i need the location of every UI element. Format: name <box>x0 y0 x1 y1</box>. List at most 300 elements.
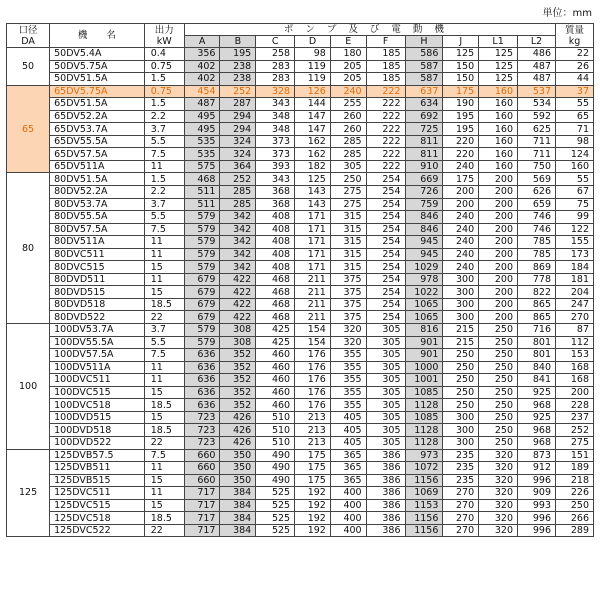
dim-cell-h: 901 <box>405 349 443 362</box>
model-cell: 80DV53.7A <box>50 198 145 211</box>
dim-cell-j: 250 <box>443 349 479 362</box>
dim-cell-b: 384 <box>220 524 256 537</box>
power-cell: 22 <box>144 524 184 537</box>
model-cell: 50DV51.5A <box>50 73 145 86</box>
dim-cell-b: 350 <box>220 462 256 475</box>
dim-cell-f: 185 <box>366 60 405 73</box>
dim-cell-d: 171 <box>295 261 331 274</box>
table-row <box>7 462 594 475</box>
dim-cell-d: 98 <box>295 48 331 61</box>
dim-cell-b: 308 <box>220 336 256 349</box>
dim-cell-l2: 746 <box>518 223 556 236</box>
model-cell: 80DVC511 <box>50 248 145 261</box>
dim-cell-a: 717 <box>184 487 220 500</box>
dim-cell-h: 978 <box>405 273 443 286</box>
dim-cell-l2: 925 <box>518 411 556 424</box>
mass-cell: 189 <box>556 462 594 475</box>
power-cell: 15 <box>144 261 184 274</box>
dim-cell-d: 125 <box>295 173 331 186</box>
dim-cell-j: 250 <box>443 361 479 374</box>
dim-cell-l1: 200 <box>479 223 518 236</box>
power-cell: 11 <box>144 462 184 475</box>
dim-cell-a: 402 <box>184 60 220 73</box>
dim-cell-j: 240 <box>443 223 479 236</box>
dim-cell-b: 426 <box>220 436 256 449</box>
dim-cell-l2: 534 <box>518 98 556 111</box>
model-cell: 50DV5.4A <box>50 48 145 61</box>
dim-cell-d: 213 <box>295 436 331 449</box>
dim-cell-e: 375 <box>330 273 366 286</box>
dim-cell-f: 305 <box>366 349 405 362</box>
table-row <box>7 298 594 311</box>
dim-cell-d: 144 <box>295 98 331 111</box>
mass-cell: 247 <box>556 298 594 311</box>
dim-cell-b: 426 <box>220 411 256 424</box>
dim-cell-c: 348 <box>256 123 295 136</box>
dim-cell-d: 192 <box>295 512 331 525</box>
dim-cell-d: 176 <box>295 361 331 374</box>
dim-cell-h: 1001 <box>405 374 443 387</box>
mass-cell: 26 <box>556 60 594 73</box>
dim-cell-l1: 200 <box>479 261 518 274</box>
dim-cell-d: 211 <box>295 311 331 324</box>
dim-cell-l1: 250 <box>479 374 518 387</box>
dim-cell-e: 400 <box>330 524 366 537</box>
dim-cell-c: 510 <box>256 411 295 424</box>
dim-cell-l1: 125 <box>479 60 518 73</box>
dim-cell-b: 285 <box>220 186 256 199</box>
power-cell: 1.5 <box>144 98 184 111</box>
dim-cell-e: 400 <box>330 512 366 525</box>
mass-cell: 71 <box>556 123 594 136</box>
dim-cell-e: 275 <box>330 186 366 199</box>
mass-cell: 151 <box>556 449 594 462</box>
dim-cell-b: 352 <box>220 349 256 362</box>
dim-cell-l1: 200 <box>479 173 518 186</box>
header-dim-l1: L1 <box>479 36 518 48</box>
table-row <box>7 273 594 286</box>
dim-cell-b: 426 <box>220 424 256 437</box>
dim-cell-l1: 200 <box>479 273 518 286</box>
dim-cell-h: 1128 <box>405 399 443 412</box>
dim-cell-l2: 487 <box>518 73 556 86</box>
dim-cell-h: 846 <box>405 223 443 236</box>
table-row <box>7 361 594 374</box>
table-row <box>7 236 594 249</box>
dim-cell-j: 240 <box>443 211 479 224</box>
header-power: 出力 kW <box>144 24 184 48</box>
dim-cell-h: 901 <box>405 336 443 349</box>
header-model: 機 名 <box>50 24 145 48</box>
dim-cell-c: 510 <box>256 424 295 437</box>
dim-cell-h: 1029 <box>405 261 443 274</box>
mass-cell: 22 <box>556 48 594 61</box>
dim-cell-l2: 746 <box>518 211 556 224</box>
dim-cell-c: 460 <box>256 361 295 374</box>
dim-cell-h: 587 <box>405 73 443 86</box>
dim-cell-l1: 320 <box>479 499 518 512</box>
dim-cell-l2: 873 <box>518 449 556 462</box>
dim-cell-f: 222 <box>366 148 405 161</box>
table-row <box>7 499 594 512</box>
dim-cell-e: 355 <box>330 374 366 387</box>
table-row <box>7 98 594 111</box>
table-row <box>7 524 594 537</box>
dim-cell-j: 215 <box>443 336 479 349</box>
dim-cell-h: 1156 <box>405 524 443 537</box>
dim-cell-c: 468 <box>256 286 295 299</box>
dim-cell-e: 375 <box>330 298 366 311</box>
model-cell: 65DV55.5A <box>50 135 145 148</box>
dim-cell-f: 254 <box>366 261 405 274</box>
dim-cell-h: 637 <box>405 85 443 98</box>
dim-cell-e: 355 <box>330 399 366 412</box>
model-cell: 80DV57.5A <box>50 223 145 236</box>
dim-cell-l1: 320 <box>479 512 518 525</box>
dim-cell-c: 258 <box>256 48 295 61</box>
dim-cell-e: 240 <box>330 85 366 98</box>
dim-cell-l1: 250 <box>479 399 518 412</box>
dim-cell-j: 300 <box>443 311 479 324</box>
dim-cell-b: 195 <box>220 48 256 61</box>
dim-cell-l1: 125 <box>479 73 518 86</box>
dim-cell-a: 723 <box>184 411 220 424</box>
dim-cell-l2: 801 <box>518 336 556 349</box>
power-cell: 0.4 <box>144 48 184 61</box>
dim-cell-h: 1065 <box>405 298 443 311</box>
power-cell: 7.5 <box>144 349 184 362</box>
table-row <box>7 48 594 61</box>
dim-cell-e: 305 <box>330 160 366 173</box>
model-cell: 125DVC511 <box>50 487 145 500</box>
dim-cell-l2: 822 <box>518 286 556 299</box>
table-row <box>7 336 594 349</box>
power-cell: 18.5 <box>144 512 184 525</box>
dim-cell-e: 315 <box>330 223 366 236</box>
table-row <box>7 248 594 261</box>
dim-cell-l2: 750 <box>518 160 556 173</box>
model-cell: 65DV52.2A <box>50 110 145 123</box>
model-cell: 100DV55.5A <box>50 336 145 349</box>
dim-cell-d: 143 <box>295 186 331 199</box>
dim-cell-h: 1128 <box>405 424 443 437</box>
model-cell: 100DVD518 <box>50 424 145 437</box>
power-cell: 18.5 <box>144 424 184 437</box>
dim-cell-a: 579 <box>184 248 220 261</box>
dim-cell-c: 368 <box>256 198 295 211</box>
dim-cell-b: 384 <box>220 499 256 512</box>
dim-cell-c: 525 <box>256 512 295 525</box>
table-row <box>7 512 594 525</box>
dim-cell-e: 405 <box>330 411 366 424</box>
dim-cell-f: 222 <box>366 160 405 173</box>
power-cell: 1.5 <box>144 73 184 86</box>
power-cell: 1.5 <box>144 173 184 186</box>
dim-cell-c: 468 <box>256 273 295 286</box>
dim-cell-l1: 320 <box>479 462 518 475</box>
dim-cell-a: 454 <box>184 85 220 98</box>
dim-cell-h: 1072 <box>405 462 443 475</box>
dim-cell-d: 171 <box>295 223 331 236</box>
dim-cell-d: 126 <box>295 85 331 98</box>
dim-cell-l1: 250 <box>479 324 518 337</box>
dim-cell-l2: 996 <box>518 524 556 537</box>
dim-cell-j: 240 <box>443 248 479 261</box>
dim-cell-b: 384 <box>220 487 256 500</box>
table-row <box>7 436 594 449</box>
table-row <box>7 135 594 148</box>
dim-cell-d: 147 <box>295 123 331 136</box>
header-group: ポンプ及び電動機 <box>184 24 555 36</box>
model-cell: 80DVD522 <box>50 311 145 324</box>
power-cell: 11 <box>144 374 184 387</box>
header-dim-l2: L2 <box>518 36 556 48</box>
dim-cell-c: 510 <box>256 436 295 449</box>
power-cell: 11 <box>144 236 184 249</box>
dim-cell-e: 260 <box>330 123 366 136</box>
dim-cell-l1: 160 <box>479 85 518 98</box>
dim-cell-e: 255 <box>330 98 366 111</box>
dim-cell-f: 254 <box>366 186 405 199</box>
dim-cell-f: 222 <box>366 98 405 111</box>
dim-cell-a: 495 <box>184 110 220 123</box>
dim-cell-a: 717 <box>184 512 220 525</box>
dim-cell-j: 240 <box>443 160 479 173</box>
dim-cell-f: 254 <box>366 298 405 311</box>
dim-cell-e: 315 <box>330 261 366 274</box>
dim-cell-j: 300 <box>443 411 479 424</box>
dim-cell-b: 342 <box>220 261 256 274</box>
dim-cell-j: 195 <box>443 110 479 123</box>
dim-cell-b: 350 <box>220 474 256 487</box>
model-cell: 50DV5.75A <box>50 60 145 73</box>
dim-cell-f: 222 <box>366 85 405 98</box>
dim-cell-d: 171 <box>295 211 331 224</box>
dim-cell-d: 162 <box>295 148 331 161</box>
dim-cell-e: 365 <box>330 474 366 487</box>
table-row <box>7 173 594 186</box>
dim-cell-l1: 320 <box>479 449 518 462</box>
dim-cell-d: 176 <box>295 349 331 362</box>
dim-cell-c: 425 <box>256 336 295 349</box>
dim-cell-b: 422 <box>220 286 256 299</box>
dim-cell-l2: 801 <box>518 349 556 362</box>
dim-cell-c: 348 <box>256 110 295 123</box>
model-cell: 80DVC515 <box>50 261 145 274</box>
dim-cell-b: 342 <box>220 211 256 224</box>
dim-cell-j: 175 <box>443 85 479 98</box>
model-cell: 65DV511A <box>50 160 145 173</box>
power-cell: 22 <box>144 436 184 449</box>
dim-cell-e: 260 <box>330 110 366 123</box>
table-row <box>7 349 594 362</box>
dim-cell-h: 1065 <box>405 311 443 324</box>
dim-cell-a: 636 <box>184 349 220 362</box>
dim-cell-l1: 200 <box>479 211 518 224</box>
dim-cell-e: 375 <box>330 286 366 299</box>
dim-cell-d: 192 <box>295 487 331 500</box>
dim-cell-c: 373 <box>256 148 295 161</box>
dim-cell-d: 119 <box>295 73 331 86</box>
dim-cell-j: 215 <box>443 324 479 337</box>
dim-cell-j: 250 <box>443 399 479 412</box>
dim-cell-l2: 785 <box>518 236 556 249</box>
dim-cell-l2: 659 <box>518 198 556 211</box>
dim-cell-l1: 250 <box>479 411 518 424</box>
dim-cell-j: 175 <box>443 173 479 186</box>
dim-cell-f: 305 <box>366 361 405 374</box>
dim-cell-h: 1156 <box>405 474 443 487</box>
dim-cell-j: 240 <box>443 261 479 274</box>
model-cell: 100DV53.7A <box>50 324 145 337</box>
model-cell: 80DV511A <box>50 236 145 249</box>
dim-cell-l2: 625 <box>518 123 556 136</box>
model-cell: 125DVB511 <box>50 462 145 475</box>
dim-cell-j: 220 <box>443 148 479 161</box>
dim-cell-j: 200 <box>443 186 479 199</box>
power-cell: 11 <box>144 487 184 500</box>
header-dim-d: D <box>295 36 331 48</box>
dim-cell-l1: 250 <box>479 424 518 437</box>
power-cell: 0.75 <box>144 60 184 73</box>
dim-cell-f: 386 <box>366 499 405 512</box>
dim-cell-d: 176 <box>295 374 331 387</box>
table-row <box>7 424 594 437</box>
table-row <box>7 386 594 399</box>
dim-cell-f: 386 <box>366 449 405 462</box>
dim-cell-b: 324 <box>220 135 256 148</box>
dim-cell-b: 252 <box>220 173 256 186</box>
dim-cell-d: 192 <box>295 499 331 512</box>
dim-cell-c: 283 <box>256 73 295 86</box>
dim-cell-c: 525 <box>256 499 295 512</box>
dim-cell-f: 386 <box>366 474 405 487</box>
dim-cell-j: 235 <box>443 449 479 462</box>
dim-cell-a: 468 <box>184 173 220 186</box>
dim-cell-h: 726 <box>405 186 443 199</box>
dim-cell-l1: 250 <box>479 361 518 374</box>
dim-cell-f: 305 <box>366 324 405 337</box>
dim-cell-d: 213 <box>295 411 331 424</box>
mass-cell: 226 <box>556 487 594 500</box>
mass-cell: 218 <box>556 474 594 487</box>
dim-cell-b: 308 <box>220 324 256 337</box>
dim-cell-c: 490 <box>256 462 295 475</box>
dim-cell-b: 324 <box>220 148 256 161</box>
table-row <box>7 211 594 224</box>
dim-cell-f: 254 <box>366 286 405 299</box>
dim-cell-f: 254 <box>366 223 405 236</box>
mass-cell: 44 <box>556 73 594 86</box>
dim-cell-l1: 250 <box>479 436 518 449</box>
dim-cell-b: 350 <box>220 449 256 462</box>
dim-cell-a: 579 <box>184 324 220 337</box>
table-row <box>7 123 594 136</box>
power-cell: 7.5 <box>144 223 184 236</box>
dim-cell-e: 400 <box>330 487 366 500</box>
dim-cell-d: 175 <box>295 462 331 475</box>
dim-cell-h: 587 <box>405 60 443 73</box>
mass-cell: 204 <box>556 286 594 299</box>
dim-cell-a: 679 <box>184 298 220 311</box>
dim-cell-f: 185 <box>366 48 405 61</box>
dim-cell-l2: 865 <box>518 311 556 324</box>
dim-cell-e: 365 <box>330 462 366 475</box>
model-cell: 100DV57.5A <box>50 349 145 362</box>
dim-cell-e: 375 <box>330 311 366 324</box>
dim-cell-h: 945 <box>405 248 443 261</box>
mass-cell: 228 <box>556 399 594 412</box>
dim-cell-l2: 785 <box>518 248 556 261</box>
dim-cell-a: 679 <box>184 311 220 324</box>
dim-cell-f: 305 <box>366 336 405 349</box>
power-cell: 18.5 <box>144 399 184 412</box>
dim-cell-b: 294 <box>220 110 256 123</box>
mass-cell: 270 <box>556 311 594 324</box>
header-diameter: 口径 DA <box>7 24 50 48</box>
table-row <box>7 160 594 173</box>
dim-cell-b: 384 <box>220 512 256 525</box>
dim-cell-l1: 200 <box>479 298 518 311</box>
dim-cell-e: 205 <box>330 60 366 73</box>
dim-cell-f: 386 <box>366 524 405 537</box>
dim-cell-f: 254 <box>366 311 405 324</box>
dim-cell-c: 393 <box>256 160 295 173</box>
dim-cell-l1: 250 <box>479 336 518 349</box>
power-cell: 5.5 <box>144 336 184 349</box>
mass-cell: 153 <box>556 349 594 362</box>
dim-cell-f: 222 <box>366 110 405 123</box>
header-dim-j: J <box>443 36 479 48</box>
dim-cell-j: 300 <box>443 436 479 449</box>
dim-cell-h: 586 <box>405 48 443 61</box>
dim-cell-c: 408 <box>256 236 295 249</box>
dim-cell-d: 182 <box>295 160 331 173</box>
dim-cell-b: 342 <box>220 223 256 236</box>
header-dim-c: C <box>256 36 295 48</box>
model-cell: 65DV57.5A <box>50 148 145 161</box>
dim-cell-l1: 160 <box>479 160 518 173</box>
power-cell: 7.5 <box>144 449 184 462</box>
dim-cell-f: 254 <box>366 236 405 249</box>
model-cell: 65DV5.75A <box>50 85 145 98</box>
dim-cell-b: 352 <box>220 386 256 399</box>
dim-cell-j: 300 <box>443 273 479 286</box>
table-row <box>7 411 594 424</box>
table-row <box>7 110 594 123</box>
dim-cell-d: 119 <box>295 60 331 73</box>
dim-cell-a: 579 <box>184 211 220 224</box>
dim-cell-a: 402 <box>184 73 220 86</box>
table-row <box>7 374 594 387</box>
model-cell: 80DV55.5A <box>50 211 145 224</box>
power-cell: 18.5 <box>144 298 184 311</box>
dim-cell-f: 305 <box>366 436 405 449</box>
dim-cell-l1: 320 <box>479 487 518 500</box>
dim-cell-a: 356 <box>184 48 220 61</box>
dim-cell-a: 495 <box>184 123 220 136</box>
dim-cell-e: 285 <box>330 135 366 148</box>
model-cell: 100DVC515 <box>50 386 145 399</box>
dim-cell-a: 579 <box>184 336 220 349</box>
dim-cell-h: 816 <box>405 324 443 337</box>
dim-cell-b: 252 <box>220 85 256 98</box>
dim-cell-h: 692 <box>405 110 443 123</box>
dim-cell-f: 386 <box>366 462 405 475</box>
power-cell: 3.7 <box>144 324 184 337</box>
model-cell: 80DV52.2A <box>50 186 145 199</box>
table-row <box>7 148 594 161</box>
